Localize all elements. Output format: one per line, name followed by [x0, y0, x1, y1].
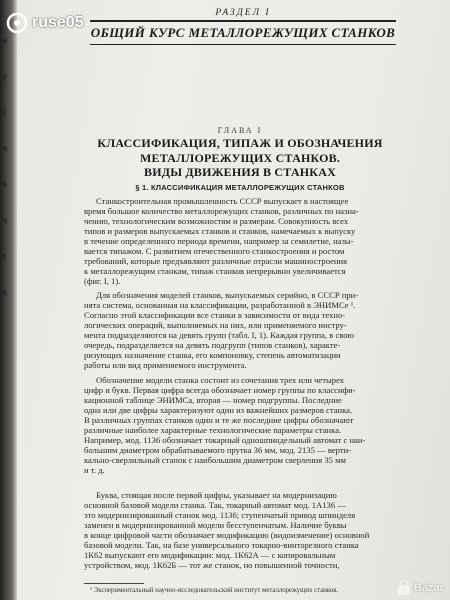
- text-line: кально-сверлильный станок с наибольшим диаметром сверления 35 мм: [84, 455, 346, 465]
- text-line: заменен в модернизированной модели бесступенчатым. Наличие буквы: [84, 520, 347, 530]
- section-title: ОБЩИЙ КУРС МЕТАЛЛОРЕЖУЩИХ СТАНКОВ: [90, 24, 396, 40]
- section-rule-bottom: [90, 44, 396, 46]
- watermark: [6, 12, 84, 34]
- footnote-rule: [84, 583, 144, 584]
- text-line: требований, которые предъявляют различные отрасли машиностроения: [84, 256, 348, 266]
- text-line: Буква, стоящая после первой цифры, указывает на модернизацию: [96, 490, 337, 500]
- fragment-char: р: [2, 71, 8, 81]
- previous-page-fragments: [2, 10, 16, 322]
- text-line: базовой модели. Так, на базе универсального токарно-винторезного станка: [84, 540, 359, 550]
- text-line: различные наиболее характерные технологические параметры станка.: [84, 425, 342, 435]
- text-line: ризующих назначение станка, его компоновку, степень автоматизации: [84, 350, 341, 360]
- text-line: нята система, основанная на классификации, разработанной в ЭНИМСе ¹.: [84, 300, 356, 310]
- previous-page-edge: [0, 0, 17, 600]
- text-line: В различных группах станков один и те же последние цифры обозначают: [84, 415, 354, 425]
- text-line: цифр и букв. Первая цифра всегда обозначает номер группы по классифи-: [84, 385, 356, 395]
- text-line: в течение определенного периода времени, например за семилетие, назы-: [84, 236, 354, 246]
- section-rule-top: [90, 20, 396, 22]
- fragment-char: н: [2, 143, 8, 153]
- text-line: Обозначение модели станка состоит из сочетания трех или четырех: [96, 375, 345, 385]
- watermark-text: ruse05: [32, 14, 84, 31]
- bottom-watermark: [396, 580, 444, 596]
- section-label: РАЗДЕЛ I: [215, 8, 271, 18]
- section-header: [90, 8, 396, 47]
- bottom-watermark-text: Bazar: [414, 582, 444, 594]
- paragraph-3: [84, 375, 394, 475]
- text-line: мента подразделяются на девять групп (табл. I, 1). Каждая группа, в свою: [84, 330, 354, 340]
- text-line: типов и размеров выпускаемых станков и станков, намечаемых к выпуску: [84, 226, 356, 236]
- text-line: Станкостроительная промышленность СССР выпускает в настоящее: [96, 196, 349, 206]
- fragment-char: ч: [2, 215, 8, 225]
- text-line: к металлорежущим станкам, типаж станков непрерывно увеличивается: [84, 266, 346, 276]
- chapter-title: [60, 136, 420, 180]
- text-line: основной базовой модели станка. Так, токарный автомат мод. 1А136 —: [84, 500, 346, 510]
- paragraph-1: [84, 196, 394, 286]
- fragment-char: т: [2, 251, 7, 261]
- text-line: Для обозначения моделей станков, выпускаемых серийно, в СССР при-: [96, 290, 359, 300]
- text-line: логических операций, выполняемых на них, или применяемого инстру-: [84, 320, 347, 330]
- bag-icon: [396, 580, 412, 596]
- chapter-title-line: МЕТАЛЛОРЕЖУЩИХ СТАНКОВ.: [139, 150, 341, 165]
- text-line: (фиг. I, 1).: [84, 276, 121, 286]
- watermark-logo-icon: [6, 12, 28, 34]
- text-line: в конце цифровой части обозначает модификацию (видоизменение) основной: [84, 530, 370, 540]
- text-line: и т. д.: [84, 465, 105, 475]
- text-line: время большое количество металлорежущих станков, различных по назна-: [84, 206, 359, 216]
- paragraph-2: [84, 290, 394, 370]
- text-line: большим диаметром обрабатываемого прутка 36 мм, мод. 2135 — верти-: [84, 445, 352, 455]
- fragment-char: н: [2, 35, 8, 45]
- paragraph-heading: § 1. КЛАССИФИКАЦИЯ МЕТАЛЛОРЕЖУЩИХ СТАНКОВ: [135, 183, 345, 192]
- text-line: одна или две цифры характеризуют один из важнейших размеров станка.: [84, 405, 353, 415]
- chapter-label: ГЛАВА I: [217, 126, 263, 135]
- text-line: работы или вид применяемого инструмента.: [84, 360, 247, 370]
- text-line: 1К62 выпускают его модификации: мод. 1К62А — с копировальным: [84, 550, 336, 560]
- text-line: это модернизированный станок мод. 1136; ступенчатый привод шпинделя: [84, 510, 356, 520]
- text-line: Например, мод. 1136 обозначает токарный одношпиндельный автомат с наи-: [84, 435, 366, 445]
- text-line: чению, технологическим возможностям и размерам. Совокупность всех: [84, 216, 349, 226]
- text-line: устройством, мод. 1К62Б — тот же станок, но повышенной точности,: [84, 560, 340, 570]
- footnote: ¹ Экспериментальный научно-исследовательский институт металлорежущих станков.: [90, 587, 339, 594]
- fragment-char: о: [2, 179, 7, 189]
- fragment-char: к: [2, 287, 8, 297]
- chapter-title-line: ВИДЫ ДВИЖЕНИЯ В СТАНКАХ: [144, 165, 336, 179]
- chapter-title-line: КЛАССИФИКАЦИЯ, ТИПАЖ И ОБОЗНАЧЕНИЯ: [97, 136, 383, 150]
- text-line: вается типажом. С развитием отечественного станкостроения и ростом: [84, 246, 345, 256]
- paragraph-4: [84, 490, 394, 570]
- text-line: Согласно этой классификации все станки в зависимости от вида техно-: [84, 310, 346, 320]
- fragment-char: с: [2, 107, 6, 117]
- text-line: кационной таблице ЭНИМСа, вторая — номер подгруппы. Последние: [84, 395, 342, 405]
- text-line: очередь, подразделяется на девять подгрупп (типов станков), характе-: [84, 340, 341, 350]
